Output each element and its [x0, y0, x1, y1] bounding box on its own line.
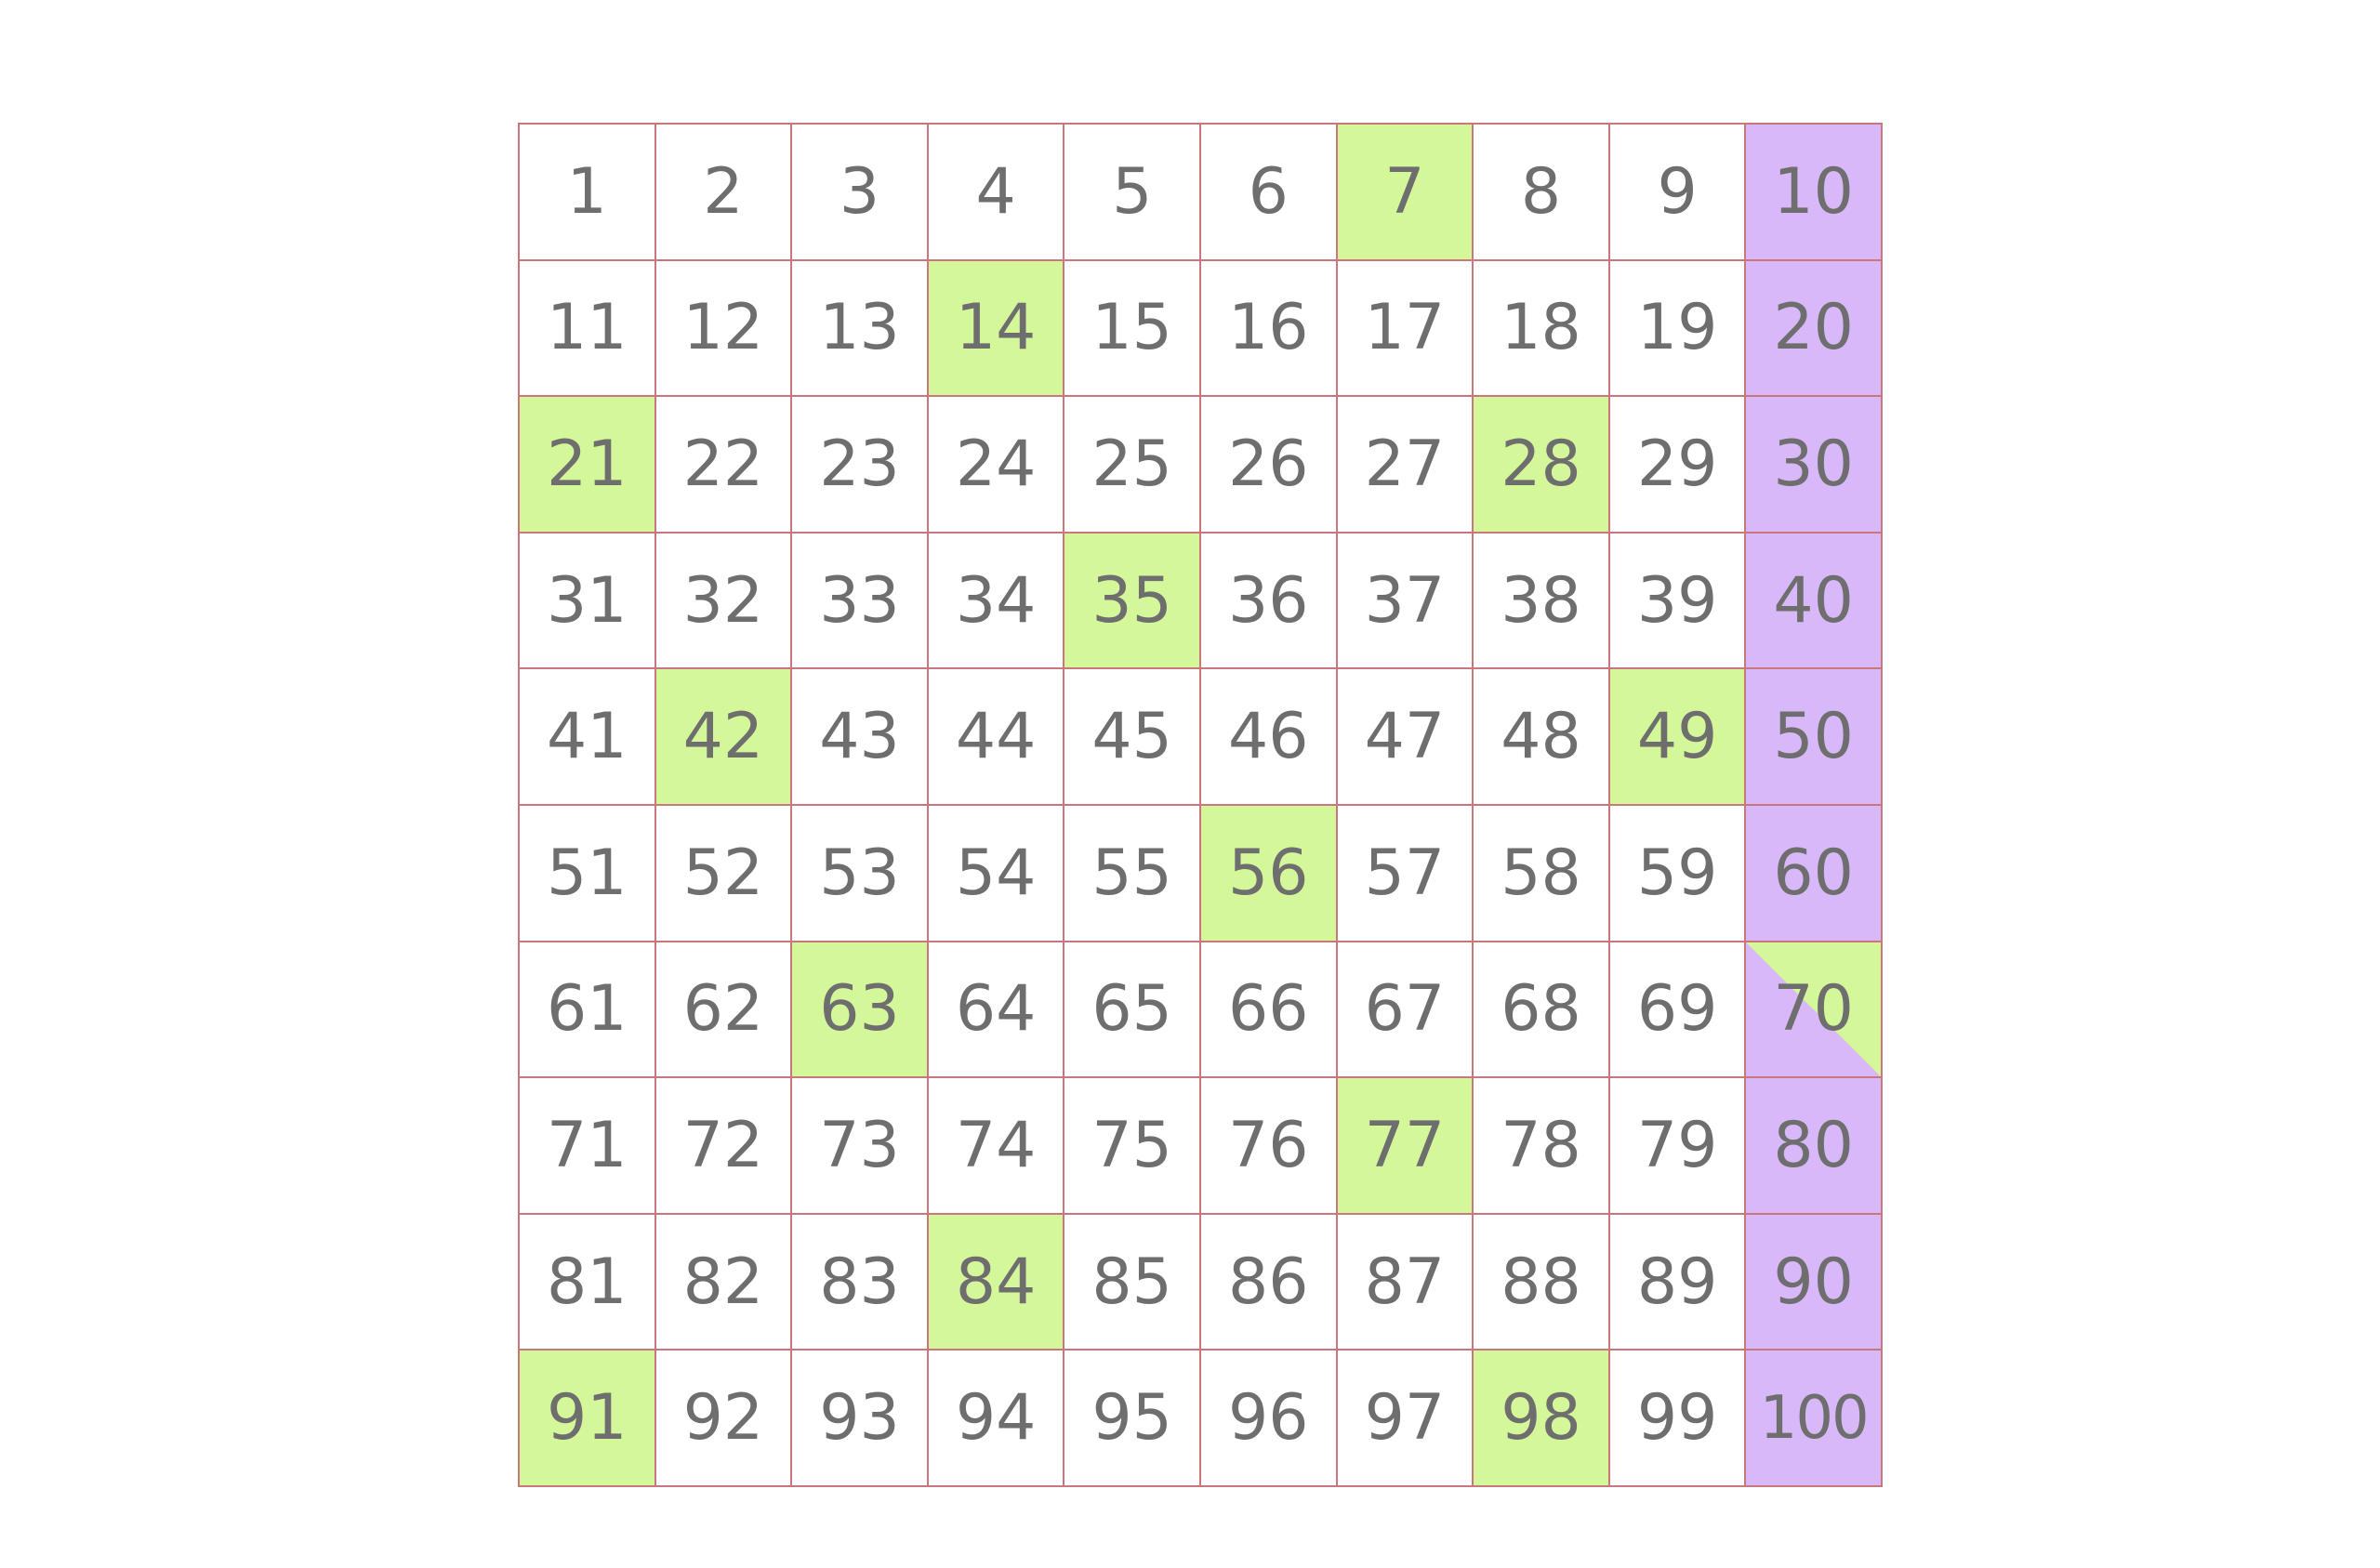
number-cell-67: 67 — [1338, 942, 1474, 1079]
number-cell-5: 5 — [1064, 125, 1201, 261]
number-cell-22: 22 — [656, 397, 793, 534]
number-cell-37: 37 — [1338, 534, 1474, 670]
number-cell-35: 35 — [1064, 534, 1201, 670]
number-cell-77: 77 — [1338, 1078, 1474, 1215]
number-cell-65: 65 — [1064, 942, 1201, 1079]
number-cell-26: 26 — [1201, 397, 1338, 534]
number-cell-60: 60 — [1746, 806, 1883, 942]
number-cell-24: 24 — [929, 397, 1065, 534]
number-cell-74: 74 — [929, 1078, 1065, 1215]
number-cell-58: 58 — [1474, 806, 1610, 942]
number-cell-15: 15 — [1064, 261, 1201, 398]
number-cell-21: 21 — [520, 397, 656, 534]
number-cell-25: 25 — [1064, 397, 1201, 534]
number-cell-2: 2 — [656, 125, 793, 261]
number-cell-9: 9 — [1610, 125, 1747, 261]
number-cell-52: 52 — [656, 806, 793, 942]
number-cell-13: 13 — [792, 261, 929, 398]
number-cell-48: 48 — [1474, 669, 1610, 806]
number-cell-42: 42 — [656, 669, 793, 806]
number-cell-82: 82 — [656, 1215, 793, 1351]
number-cell-71: 71 — [520, 1078, 656, 1215]
number-cell-16: 16 — [1201, 261, 1338, 398]
number-cell-39: 39 — [1610, 534, 1747, 670]
number-cell-88: 88 — [1474, 1215, 1610, 1351]
number-cell-92: 92 — [656, 1351, 793, 1487]
number-cell-93: 93 — [792, 1351, 929, 1487]
number-cell-43: 43 — [792, 669, 929, 806]
number-cell-49: 49 — [1610, 669, 1747, 806]
number-cell-12: 12 — [656, 261, 793, 398]
number-cell-83: 83 — [792, 1215, 929, 1351]
number-cell-32: 32 — [656, 534, 793, 670]
number-cell-46: 46 — [1201, 669, 1338, 806]
number-cell-72: 72 — [656, 1078, 793, 1215]
number-cell-8: 8 — [1474, 125, 1610, 261]
hundred-chart-grid — [518, 123, 1883, 1487]
number-cell-85: 85 — [1064, 1215, 1201, 1351]
number-cell-50: 50 — [1746, 669, 1883, 806]
number-cell-19: 19 — [1610, 261, 1747, 398]
number-cell-79: 79 — [1610, 1078, 1747, 1215]
number-cell-3: 3 — [792, 125, 929, 261]
number-cell-51: 51 — [520, 806, 656, 942]
number-cell-23: 23 — [792, 397, 929, 534]
number-cell-70: 70 — [1746, 942, 1883, 1079]
number-cell-7: 7 — [1338, 125, 1474, 261]
number-cell-10: 10 — [1746, 125, 1883, 261]
number-cell-45: 45 — [1064, 669, 1201, 806]
number-cell-94: 94 — [929, 1351, 1065, 1487]
number-cell-84: 84 — [929, 1215, 1065, 1351]
number-cell-99: 99 — [1610, 1351, 1747, 1487]
number-cell-31: 31 — [520, 534, 656, 670]
number-cell-4: 4 — [929, 125, 1065, 261]
number-cell-95: 95 — [1064, 1351, 1201, 1487]
number-cell-66: 66 — [1201, 942, 1338, 1079]
number-cell-36: 36 — [1201, 534, 1338, 670]
number-cell-29: 29 — [1610, 397, 1747, 534]
number-cell-73: 73 — [792, 1078, 929, 1215]
number-cell-53: 53 — [792, 806, 929, 942]
number-cell-100: 100 — [1746, 1351, 1883, 1487]
number-cell-18: 18 — [1474, 261, 1610, 398]
number-cell-47: 47 — [1338, 669, 1474, 806]
number-cell-55: 55 — [1064, 806, 1201, 942]
number-cell-27: 27 — [1338, 397, 1474, 534]
number-cell-81: 81 — [520, 1215, 656, 1351]
number-cell-68: 68 — [1474, 942, 1610, 1079]
number-cell-1: 1 — [520, 125, 656, 261]
number-cell-75: 75 — [1064, 1078, 1201, 1215]
number-cell-57: 57 — [1338, 806, 1474, 942]
number-cell-20: 20 — [1746, 261, 1883, 398]
number-cell-14: 14 — [929, 261, 1065, 398]
number-cell-89: 89 — [1610, 1215, 1747, 1351]
number-cell-96: 96 — [1201, 1351, 1338, 1487]
number-cell-34: 34 — [929, 534, 1065, 670]
number-cell-63: 63 — [792, 942, 929, 1079]
number-cell-98: 98 — [1474, 1351, 1610, 1487]
number-cell-6: 6 — [1201, 125, 1338, 261]
number-cell-40: 40 — [1746, 534, 1883, 670]
number-cell-61: 61 — [520, 942, 656, 1079]
number-cell-41: 41 — [520, 669, 656, 806]
number-cell-86: 86 — [1201, 1215, 1338, 1351]
number-cell-90: 90 — [1746, 1215, 1883, 1351]
number-cell-87: 87 — [1338, 1215, 1474, 1351]
number-cell-59: 59 — [1610, 806, 1747, 942]
number-cell-33: 33 — [792, 534, 929, 670]
number-cell-11: 11 — [520, 261, 656, 398]
number-cell-78: 78 — [1474, 1078, 1610, 1215]
number-cell-17: 17 — [1338, 261, 1474, 398]
number-cell-97: 97 — [1338, 1351, 1474, 1487]
number-cell-54: 54 — [929, 806, 1065, 942]
number-cell-69: 69 — [1610, 942, 1747, 1079]
number-cell-44: 44 — [929, 669, 1065, 806]
number-cell-76: 76 — [1201, 1078, 1338, 1215]
number-cell-80: 80 — [1746, 1078, 1883, 1215]
number-cell-91: 91 — [520, 1351, 656, 1487]
number-cell-56: 56 — [1201, 806, 1338, 942]
number-cell-30: 30 — [1746, 397, 1883, 534]
number-cell-28: 28 — [1474, 397, 1610, 534]
number-cell-62: 62 — [656, 942, 793, 1079]
number-cell-64: 64 — [929, 942, 1065, 1079]
number-cell-38: 38 — [1474, 534, 1610, 670]
